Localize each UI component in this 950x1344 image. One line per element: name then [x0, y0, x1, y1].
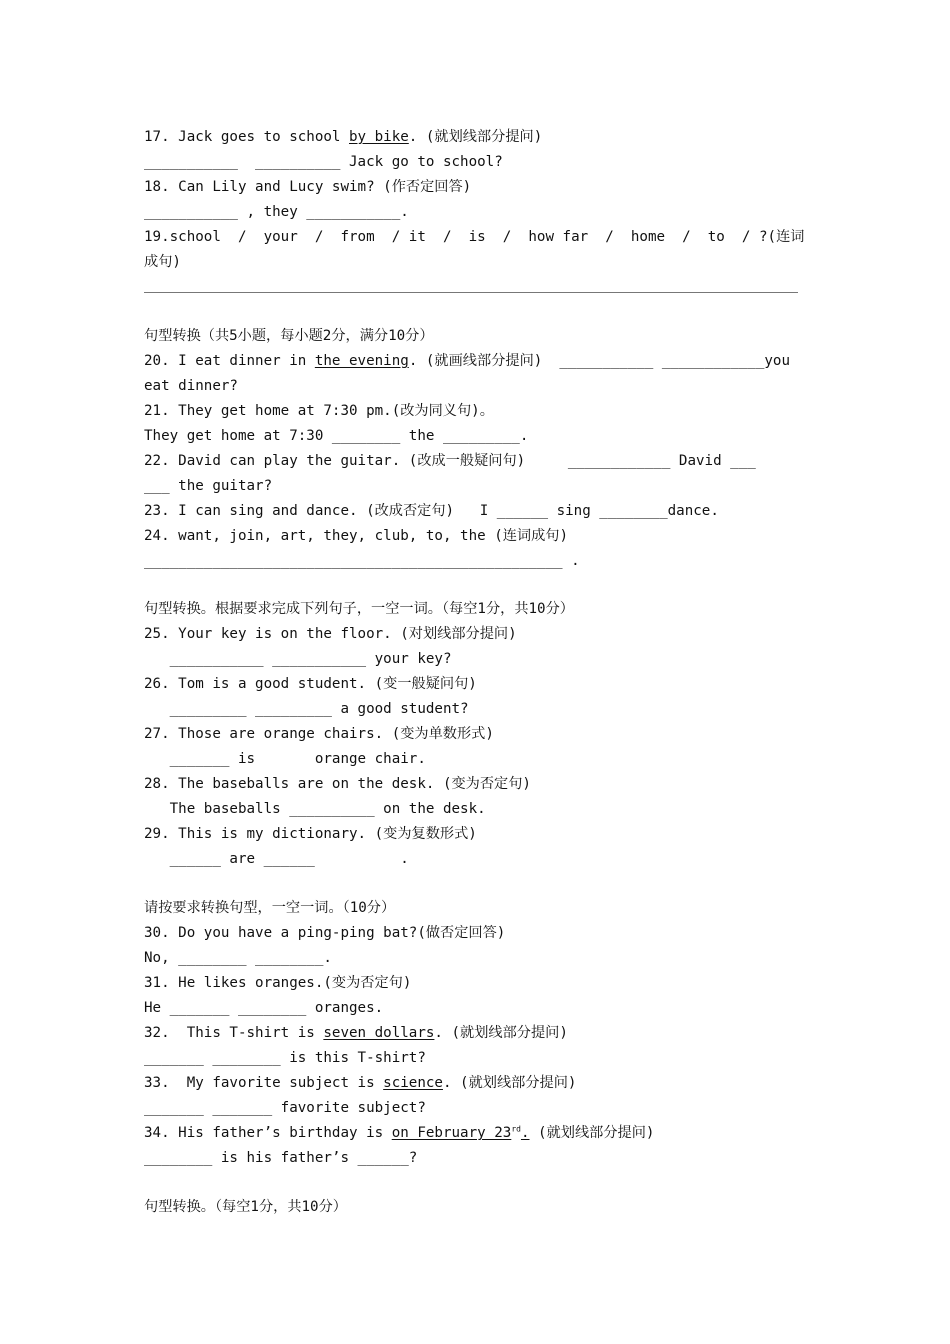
text-segment: _________________________________________________ . [144, 553, 580, 569]
underlined-phrase: science [383, 1075, 443, 1091]
text-line [144, 325, 434, 347]
text-segment: No, ________ ________. [144, 950, 332, 966]
text-line [144, 1072, 576, 1094]
text-line [144, 598, 574, 620]
text-line [144, 151, 503, 173]
text-segment: 30. Do you have a ping-ping bat?(做否定回答) [144, 925, 506, 941]
text-segment: ______ are ______ . [144, 851, 409, 867]
text-segment: (就划线部分提问) [529, 1125, 655, 1141]
text-line [144, 997, 383, 1019]
text-segment: 23. I can sing and dance. (改成否定句) I ______ sing ________dance. [144, 503, 719, 519]
text-segment: . (就划线部分提问) [408, 129, 543, 145]
text-line [144, 500, 719, 522]
text-segment: _______ is orange chair. [144, 751, 426, 767]
text-segment: _______ ________ is this T-shirt? [144, 1050, 426, 1066]
answer-line-19 [144, 292, 798, 293]
text-segment: He _______ ________ oranges. [144, 1000, 384, 1016]
text-segment: 句型转换。根据要求完成下列句子，一空一词。（每空1分，共10分） [144, 601, 574, 617]
text-line [144, 897, 395, 919]
text-line [144, 823, 477, 845]
text-segment: 34. His father’s birthday is [144, 1125, 392, 1141]
text-line [144, 1097, 426, 1119]
text-line [144, 972, 411, 994]
text-segment: ___________ , they ___________. [144, 204, 409, 220]
text-line [144, 773, 531, 795]
text-line [144, 1196, 347, 1218]
text-segment: . (就划线部分提问) [434, 1025, 568, 1041]
text-segment: 20. I eat dinner in [144, 353, 315, 369]
text-line [144, 947, 332, 969]
text-line [144, 201, 409, 223]
text-segment: 17. Jack goes to school [144, 129, 349, 145]
text-line [144, 126, 542, 148]
text-line [144, 350, 790, 372]
text-line [144, 1122, 654, 1144]
text-segment: 19.school / your / from / it / is / how far / home / to / ?(连词 [144, 229, 805, 245]
underlined-phrase: . [520, 1125, 530, 1141]
text-segment: ________ is his father’s ______? [144, 1150, 418, 1166]
text-line [144, 848, 409, 870]
text-segment: _________ _________ a good student? [144, 701, 469, 717]
text-line [144, 748, 426, 770]
text-segment: ___________ ___________ your key? [144, 651, 452, 667]
text-line [144, 226, 804, 248]
text-line [144, 525, 568, 547]
underlined-phrase: seven dollars [323, 1025, 435, 1041]
text-segment: 31. He likes oranges.(变为否定句) [144, 975, 412, 991]
text-segment: 33. My favorite subject is [144, 1075, 384, 1091]
text-segment: 29. This is my dictionary. (变为复数形式) [144, 826, 477, 842]
underlined-phrase: on February 23 [391, 1125, 512, 1141]
text-segment: . (就画线部分提问) ___________ ____________you [408, 353, 790, 369]
text-segment: 26. Tom is a good student. (变一般疑问句) [144, 676, 477, 692]
text-line [144, 623, 517, 645]
text-segment: 24. want, join, art, they, club, to, the (连词成句) [144, 528, 569, 544]
text-segment: 25. Your key is on the floor. (对划线部分提问) [144, 626, 517, 642]
text-segment: The baseballs __________ on the desk. [144, 801, 486, 817]
text-segment: . (就划线部分提问) [442, 1075, 577, 1091]
superscript: rd [511, 1124, 521, 1134]
text-line [144, 475, 272, 497]
text-segment: 请按要求转换句型，一空一词。（10分） [144, 900, 396, 916]
text-segment: 18. Can Lily and Lucy swim? (作否定回答) [144, 179, 472, 195]
text-line [144, 1022, 568, 1044]
text-segment: 句型转换（共5小题，每小题2分，满分10分） [144, 328, 434, 344]
text-segment: 32. This T-shirt is [144, 1025, 324, 1041]
text-segment: ___________ __________ Jack go to school? [144, 154, 503, 170]
text-segment: _______ _______ favorite subject? [144, 1100, 426, 1116]
text-line [144, 375, 238, 397]
text-segment: 28. The baseballs are on the desk. (变为否定句) [144, 776, 531, 792]
text-line [144, 1047, 426, 1069]
text-segment: eat dinner? [144, 378, 238, 394]
underlined-phrase: by bike [349, 129, 409, 145]
text-segment: 21. They get home at 7:30 pm.(改为同义句)。 [144, 403, 494, 419]
text-segment: 句型转换。（每空1分，共10分） [144, 1199, 347, 1215]
text-segment: 22. David can play the guitar. (改成一般疑问句) ____________ David ___ [144, 453, 756, 469]
text-line [144, 550, 580, 572]
text-segment: 27. Those are orange chairs. (变为单数形式) [144, 726, 494, 742]
text-line [144, 698, 469, 720]
text-line [144, 425, 528, 447]
text-line [144, 648, 452, 670]
text-line [144, 251, 181, 273]
text-segment: 成句) [144, 254, 181, 270]
text-line [144, 176, 471, 198]
text-line [144, 450, 756, 472]
text-line [144, 400, 494, 422]
text-line [144, 723, 494, 745]
text-line [144, 1147, 417, 1169]
text-segment: ___ the guitar? [144, 478, 273, 494]
underlined-phrase: the evening [314, 353, 409, 369]
text-line [144, 798, 486, 820]
text-line [144, 673, 477, 695]
text-segment: They get home at 7:30 ________ the _________. [144, 428, 529, 444]
text-line [144, 922, 505, 944]
